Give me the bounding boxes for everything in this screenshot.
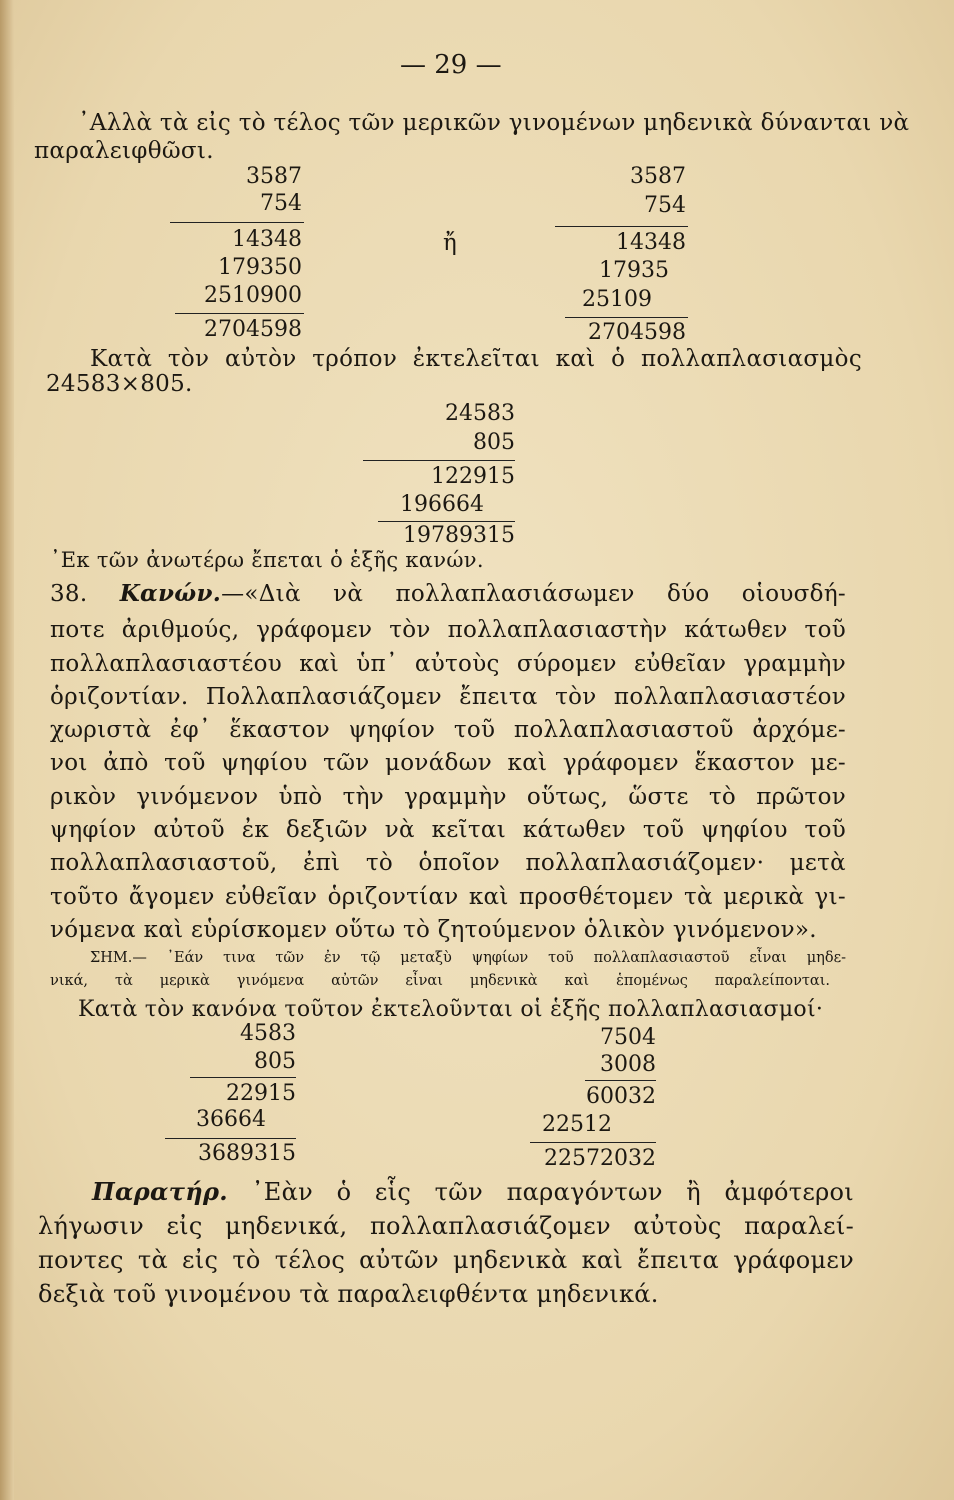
- note-label: ΣΗΜ.—: [90, 950, 147, 966]
- partial-product-2: 17935: [599, 258, 669, 283]
- multiplicand: 4583: [240, 1021, 296, 1046]
- rule-line: [363, 460, 515, 461]
- rule-title: Κανών.: [119, 580, 222, 607]
- total-product: 3689315: [198, 1141, 296, 1166]
- remark-text-line: λήγωσιν εἰς μηδενικά, πολλαπλασιάζομεν αὐτοὺς παραλεί-: [38, 1212, 854, 1240]
- follows-line: ᾿Εκ τῶν ἀνωτέρω ἔπεται ὁ ἑξῆς κανών.: [50, 548, 484, 572]
- rule-line: [565, 317, 688, 318]
- rule-text-line: νοι ἀπὸ τοῦ ψηφίου τῶν μονάδων καὶ γράφομεν ἕκαστον με-: [50, 750, 846, 776]
- rule-text-line: πολλαπλασιαστοῦ, ἐπὶ τὸ ὁποῖον πολλαπλασιάζομεν· μετὰ: [50, 850, 846, 876]
- partial-product-3: 25109: [582, 287, 652, 312]
- rule-heading-line: [50, 580, 846, 607]
- remark-text-line: δεξιὰ τοῦ γινομένου τὰ παραλειφθέντα μηδενικά.: [38, 1280, 659, 1308]
- multiplicand: 3587: [246, 164, 302, 189]
- multiplicand: 24583: [445, 401, 515, 426]
- multiplicand: 7504: [600, 1025, 656, 1050]
- partial-product-1: 22915: [226, 1081, 296, 1106]
- multiplier: 3008: [600, 1052, 656, 1077]
- rule-line-0: —«Διὰ νὰ πολλαπλασιάσωμεν δύο οἱουσδή-: [221, 581, 846, 607]
- transition-line-2: 24583×805.: [46, 371, 193, 397]
- page-number: — 29 —: [400, 50, 502, 80]
- multiplier: 754: [644, 193, 686, 218]
- total-product: 22572032: [544, 1146, 656, 1171]
- partial-product-1: 60032: [586, 1084, 656, 1109]
- transition-line-1: Κατὰ τὸν αὐτὸν τρόπον ἐκτελεῖται καὶ ὁ πολλαπλασιασμὸς: [90, 346, 862, 372]
- partial-product-2: 196664: [400, 492, 484, 517]
- total-product: 2704598: [588, 320, 686, 345]
- intro-line-1: ᾿Αλλὰ τὰ εἰς τὸ τέλος τῶν μερικῶν γινομένων μηδενικὰ δύνανται νὰ: [78, 110, 910, 136]
- rule-line: [170, 222, 304, 223]
- rule-number: 38.: [50, 581, 88, 607]
- rule-line: [378, 521, 515, 522]
- intro-line-2: παραλειφθῶσι.: [34, 138, 214, 164]
- multiplier: 754: [260, 191, 302, 216]
- multiplier: 805: [254, 1049, 296, 1074]
- multiplier: 805: [473, 430, 515, 455]
- rule-text-line: ψηφίον αὐτοῦ ἐκ δεξιῶν νὰ κεῖται κάτωθεν τοῦ ψηφίου τοῦ: [50, 817, 846, 843]
- partial-product-1: 14348: [232, 227, 302, 252]
- partial-product-2: 179350: [218, 255, 302, 280]
- rule-text-line: τοῦτο ἄγομεν εὐθεῖαν ὁριζοντίαν καὶ προσθέτομεν τὰ μερικὰ γι-: [50, 884, 846, 910]
- rule-line: [555, 226, 688, 227]
- remark-title: Παρατήρ.: [92, 1177, 228, 1206]
- rule-line: [190, 1077, 296, 1078]
- rule-text-line: χωριστὰ ἐφ᾿ ἕκαστον ψηφίον τοῦ πολλαπλασιαστοῦ ἀρχόμε-: [50, 717, 846, 743]
- note-line-2: νικά, τὰ μερικὰ γινόμενα αὐτῶν εἶναι μηδενικὰ καὶ ἑπομένως παραλείπονται.: [50, 973, 830, 989]
- rule-text-line: νόμενα καὶ εὑρίσκομεν οὕτω τὸ ζητούμενον ὁλικὸν γινόμενον».: [50, 917, 817, 943]
- remark-heading-line: Παρατήρ. ᾿Εὰν ὁ εἷς τῶν παραγόντων ἢ ἀμφότεροι: [92, 1177, 854, 1206]
- or-label: ἤ: [443, 230, 458, 256]
- rule-line: [175, 313, 304, 314]
- partial-product-1: 14348: [616, 230, 686, 255]
- rule-usage-line: Κατὰ τὸν κανόνα τοῦτον ἐκτελοῦνται οἱ ἑξῆς πολλαπλασιασμοί·: [78, 997, 824, 1022]
- rule-text-line: ποτε ἀριθμούς, γράφομεν τὸν πολλαπλασιαστὴν κάτωθεν τοῦ: [50, 617, 846, 643]
- note-line-1: ΣΗΜ.— ᾿Εάν τινα τῶν ἐν τῷ μεταξὺ ψηφίων τοῦ πολλαπλασιαστοῦ εἶναι μηδε-: [90, 950, 846, 966]
- partial-product-2: 36664: [196, 1107, 266, 1132]
- rule-text-line: ρικὸν γινόμενον ὑπὸ τὴν γραμμὴν οὕτως, ὥστε τὸ πρῶτον: [50, 784, 846, 810]
- partial-product-2: 22512: [542, 1112, 612, 1137]
- partial-product-3: 2510900: [204, 283, 302, 308]
- page-binding-edge: [0, 0, 14, 1500]
- remark-text-line: ποντες τὰ εἰς τὸ τέλος αὐτῶν μηδενικὰ καὶ ἔπειτα γράφομεν: [38, 1246, 854, 1274]
- rule-line: [585, 1080, 656, 1081]
- rule-line: [165, 1138, 296, 1139]
- total-product: 19789315: [403, 523, 515, 548]
- partial-product-1: 122915: [431, 464, 515, 489]
- rule-text-line: ὁριζοντίαν. Πολλαπλασιάζομεν ἔπειτα τὸν πολλαπλασιαστέον: [50, 684, 846, 710]
- multiplicand: 3587: [630, 164, 686, 189]
- total-product: 2704598: [204, 317, 302, 342]
- rule-line: [530, 1142, 656, 1143]
- rule-text-line: πολλαπλασιαστέου καὶ ὑπ᾿ αὐτοὺς σύρομεν εὐθεῖαν γραμμὴν: [50, 651, 846, 677]
